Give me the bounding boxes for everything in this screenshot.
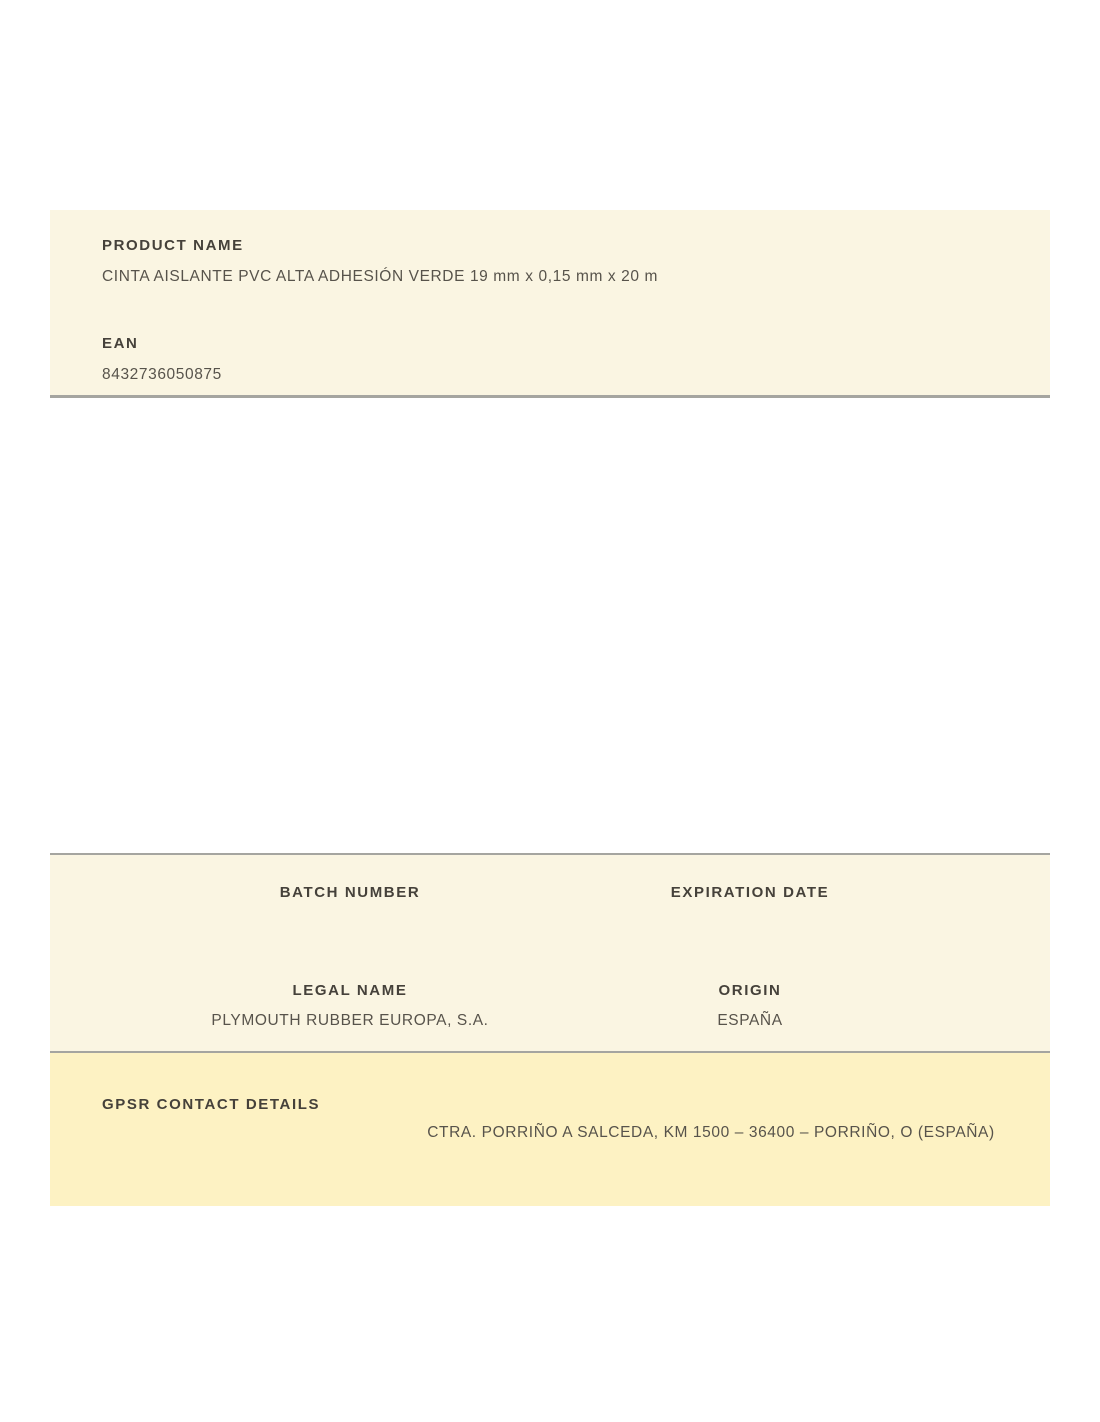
- product-name-label: PRODUCT NAME: [102, 237, 244, 254]
- ean-value: 8432736050875: [102, 366, 222, 383]
- product-section: [50, 210, 1050, 398]
- legal-origin-row: [150, 982, 950, 1030]
- batch-expiration-row: [150, 884, 950, 928]
- legal-name-label: LEGAL NAME: [292, 982, 408, 999]
- batch-origin-section: [50, 853, 1050, 1053]
- origin-label: ORIGIN: [718, 982, 782, 999]
- expiration-date-value: [550, 909, 950, 928]
- gpsr-contact-label: GPSR CONTACT DETAILS: [102, 1096, 321, 1113]
- origin-value: ESPAÑA: [717, 1012, 783, 1029]
- batch-number-label: BATCH NUMBER: [279, 884, 421, 901]
- origin-cell: [550, 982, 950, 1030]
- expiration-date-label: EXPIRATION DATE: [670, 884, 830, 901]
- legal-name-value: PLYMOUTH RUBBER EUROPA, S.A.: [211, 1012, 489, 1029]
- batch-number-cell: [150, 884, 550, 928]
- expiration-date-cell: [550, 884, 950, 928]
- gpsr-contact-value: CTRA. PORRIÑO A SALCEDA, KM 1500 – 36400 – PORRIÑO, O (ESPAÑA): [427, 1124, 995, 1141]
- batch-number-value: [150, 909, 550, 928]
- gpsr-label-column: [102, 1096, 372, 1114]
- gpsr-section: [50, 1053, 1050, 1206]
- product-name-value: CINTA AISLANTE PVC ALTA ADHESIÓN VERDE 19 mm x 0,15 mm x 20 m: [102, 268, 659, 285]
- gpsr-value-column: [372, 1096, 1050, 1142]
- ean-label: EAN: [102, 335, 139, 352]
- legal-name-cell: [150, 982, 550, 1030]
